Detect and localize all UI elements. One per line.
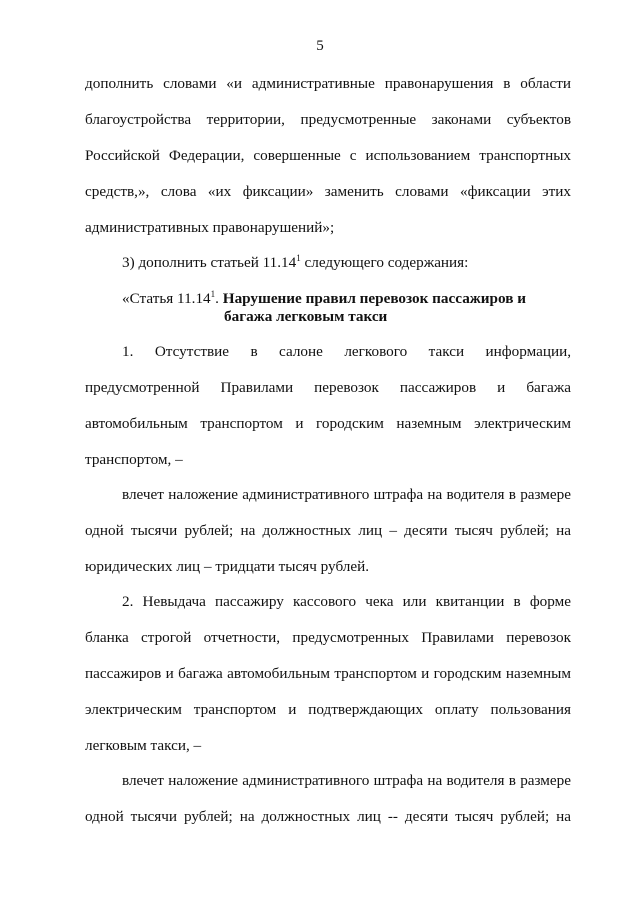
para1-line: автомобильным транспортом и городским наземным электрическим (85, 415, 571, 432)
penalty2-line: одной тысячи рублей; на должностных лиц -- десяти тысяч рублей; на (85, 808, 571, 825)
page-number: 5 (316, 38, 324, 54)
text-line: дополнить словами «и административные правонарушения в области (85, 75, 571, 92)
text-line: средств,», слова «их фиксации» заменить словами «фиксации этих (85, 183, 571, 200)
para1-line: 1. Отсутствие в салоне легкового такси информации, (122, 343, 571, 360)
para2-line: электрическим транспортом и подтверждающих оплату пользования (85, 701, 571, 718)
article-dot: . (215, 290, 223, 307)
article-title-line2: багажа легковым такси (224, 308, 388, 325)
text-line: Российской Федерации, совершенные с использованием транспортных (85, 147, 571, 164)
article-prefix: «Статья 11.14 (122, 290, 211, 307)
item-3-superscript: 1 (296, 253, 301, 263)
article-title-line1: Нарушение правил перевозок пассажиров и (222, 290, 526, 307)
penalty1-line: влечет наложение административного штрафа на водителя в размере (122, 486, 571, 503)
para2-line: пассажиров и багажа автомобильным транспортом и городским наземным (85, 665, 571, 682)
article-superscript: 1 (210, 289, 216, 299)
article-heading (122, 290, 526, 308)
para2-line: бланка строгой отчетности, предусмотренных Правилами перевозок (85, 629, 571, 646)
penalty2-line: влечет наложение административного штрафа на водителя в размере (122, 772, 571, 789)
item-3-text-after: следующего содержания: (300, 254, 469, 271)
para2-line: легковым такси, – (85, 737, 202, 754)
penalty1-line: юридических лиц – тридцати тысяч рублей. (85, 558, 370, 575)
text-line: административных правонарушений»; (85, 219, 335, 236)
item-3-line (122, 254, 571, 272)
text-line: благоустройства территории, предусмотренные законами субъектов (85, 111, 571, 128)
para2-line: 2. Невыдача пассажиру кассового чека или квитанции в форме (122, 593, 571, 610)
item-3-text: 3) дополнить статьей 11.14 (122, 254, 297, 271)
para1-line: транспортом, – (85, 451, 183, 468)
penalty1-line: одной тысячи рублей; на должностных лиц – десяти тысяч рублей; на (85, 522, 571, 539)
para1-line: предусмотренной Правилами перевозок пассажиров и багажа (85, 379, 571, 396)
